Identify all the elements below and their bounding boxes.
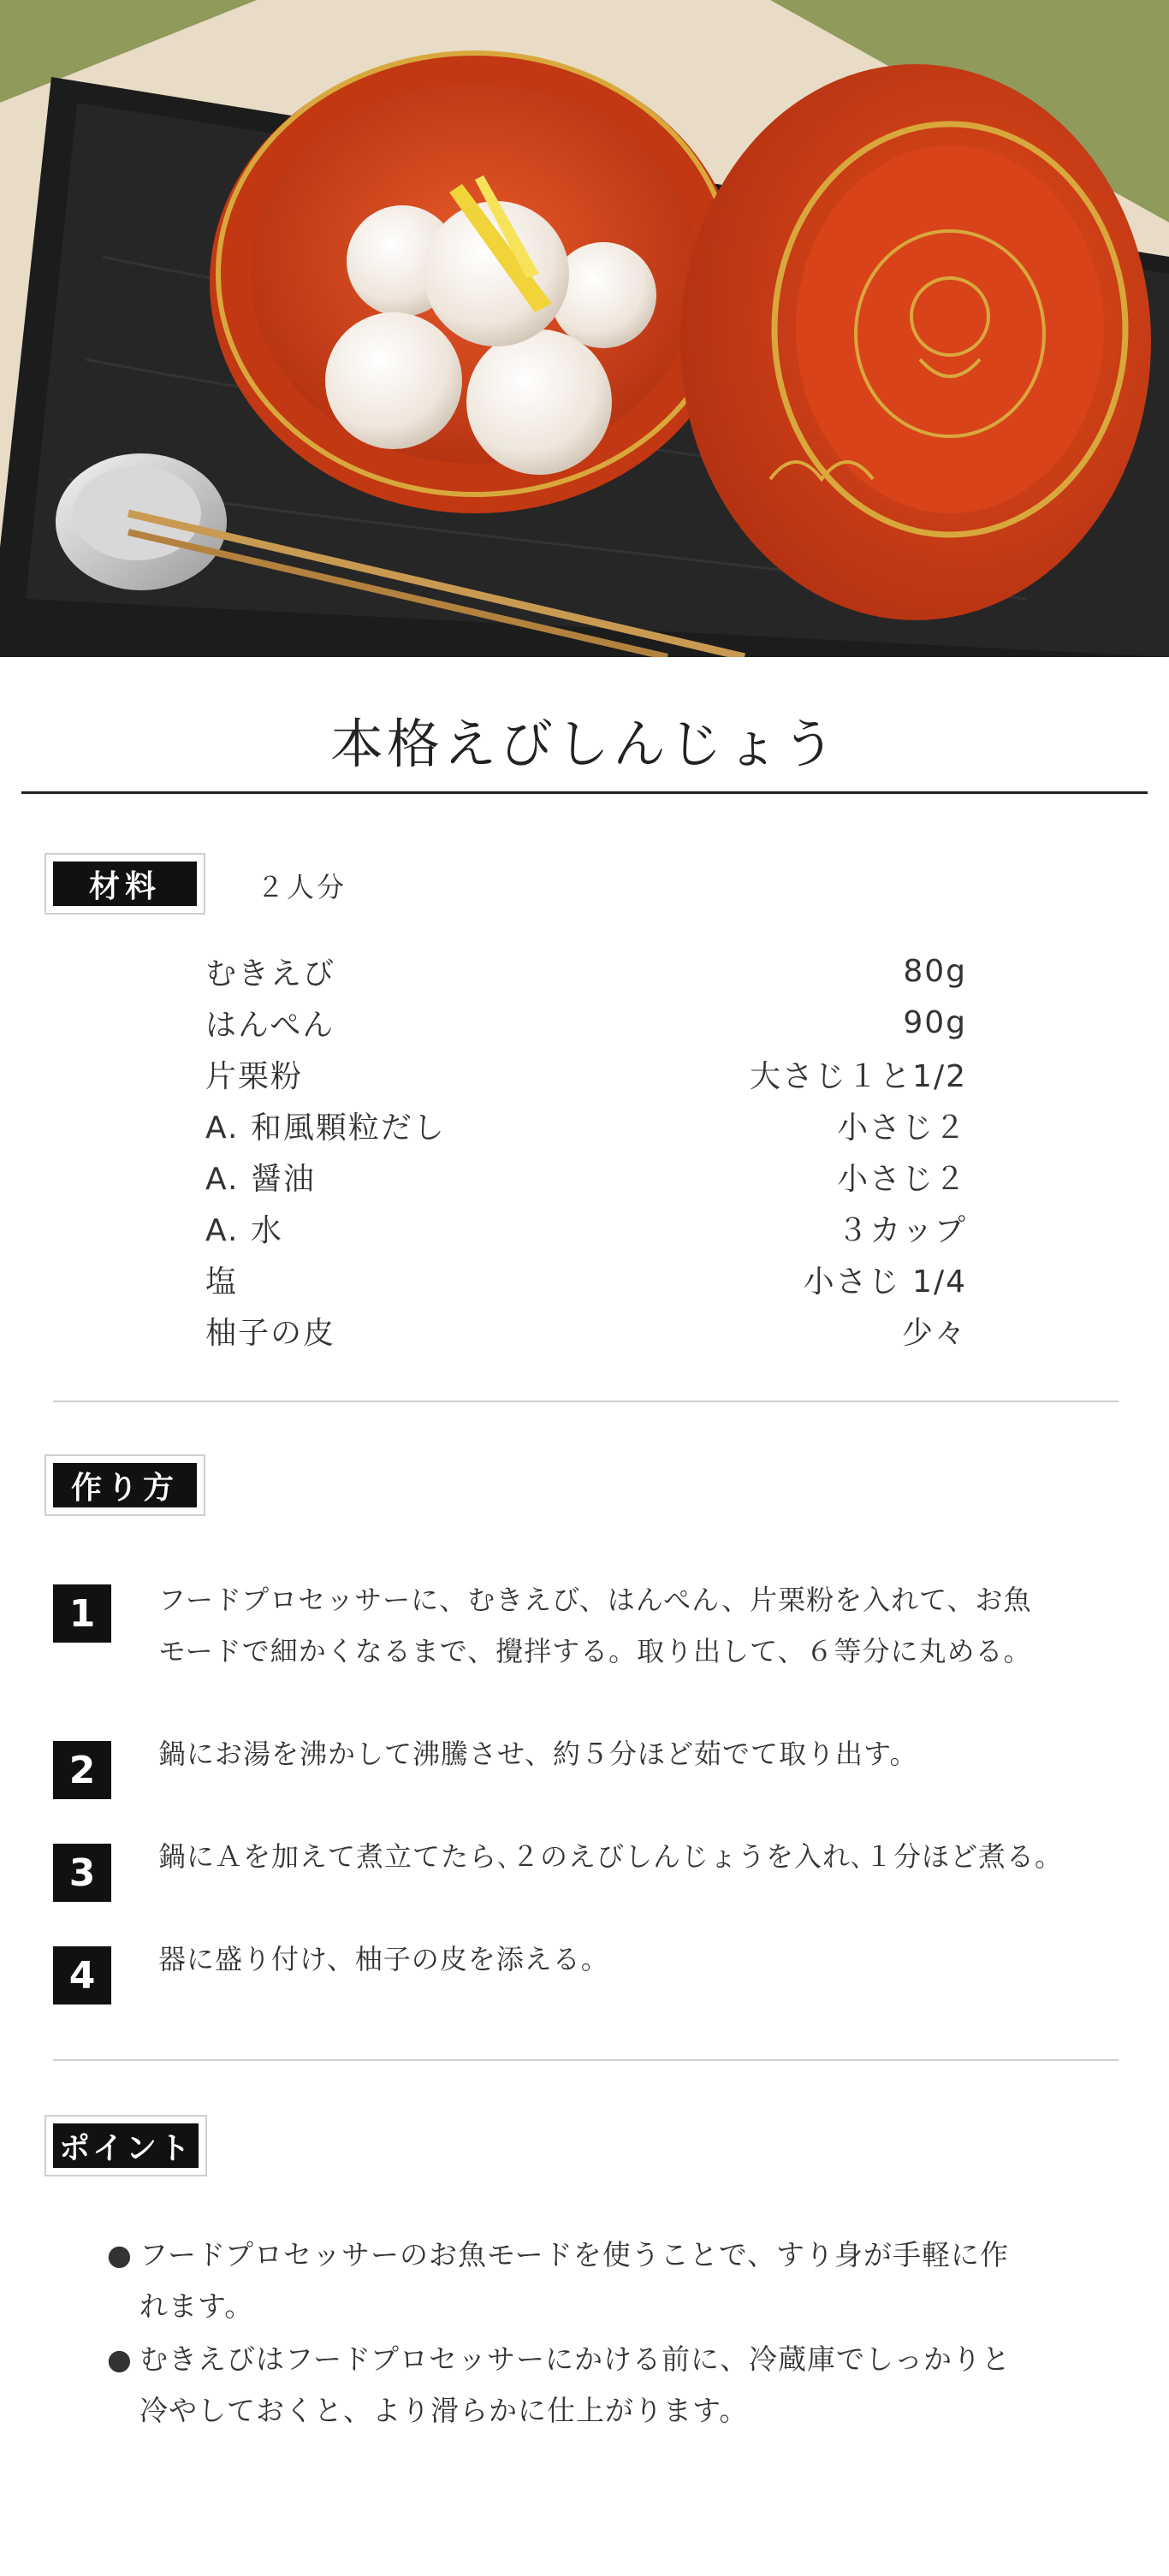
point-line: フードプロセッサーのお魚モードを使うことで、すり身が手軽に作: [139, 2238, 1010, 2271]
step-number: 2: [53, 1741, 111, 1799]
step-number: 4: [53, 1946, 111, 2005]
step-line: 鍋にお湯を沸かして沸騰させ、約５分ほど茹でて取り出す。: [158, 1738, 918, 1770]
step-line: モードで細かくなるまで、攪拌する。取り出して、６等分に丸める。: [158, 1635, 1032, 1667]
ingredient-name: 柚子の皮: [205, 1315, 336, 1351]
ingredient-amount: 小さじ２: [836, 1161, 967, 1197]
ingredient-row: [205, 998, 967, 1046]
point-line: むきえびはフードプロセッサーにかける前に、冷蔵庫でしっかりと: [139, 2342, 1012, 2376]
ingredient-row: [205, 1204, 967, 1252]
ingredient-row: [205, 1050, 967, 1098]
ingredient-row: [205, 1255, 967, 1303]
method-label-text: 作り方: [53, 1463, 197, 1507]
ingredient-amount: 少々: [901, 1315, 967, 1351]
title-divider: [21, 791, 1148, 794]
step-text: [158, 1574, 1134, 1677]
step-number: 1: [53, 1584, 111, 1643]
ingredient-amount: ３カップ: [837, 1212, 967, 1248]
ingredient-name: A. 水: [205, 1212, 283, 1248]
step-line: 器に盛り付け、柚子の皮を添える。: [158, 1943, 609, 1975]
ingredient-amount: 小さじ 1/4: [803, 1264, 967, 1300]
ingredient-amount: 80g: [903, 953, 967, 989]
ingredient-name: はんぺん: [205, 1007, 335, 1043]
section-divider: [53, 2059, 1119, 2061]
ingredient-row: [205, 1101, 967, 1149]
ingredient-row: [205, 947, 967, 995]
ingredients-label: [45, 853, 205, 915]
servings: ２人分: [257, 871, 347, 903]
ingredient-row: [205, 1152, 967, 1200]
point-line: れます。: [139, 2289, 254, 2323]
ingredient-name: 片栗粉: [205, 1058, 304, 1094]
hero-photo: [0, 0, 1169, 657]
ingredient-amount: 小さじ２: [836, 1110, 967, 1146]
ingredient-name: むきえび: [205, 956, 336, 992]
method-label: [45, 1454, 205, 1516]
bullet-icon: ●: [107, 2238, 133, 2271]
ingredients-label-text: 材料: [53, 862, 197, 906]
points-label: [45, 2115, 207, 2176]
step-text: [158, 1728, 1134, 1780]
bullet-icon: ●: [107, 2342, 133, 2376]
step-line: 鍋にＡを加えて煮立てたら､２のえびしんじょうを入れ､１分ほど煮る。: [158, 1840, 1064, 1873]
step-number: 3: [53, 1844, 111, 1902]
ingredient-name: 塩: [205, 1264, 239, 1300]
step-text: [158, 1933, 1134, 1985]
ingredient-name: A. 和風顆粒だし: [205, 1110, 446, 1146]
ingredient-amount: 大さじ１と1/2: [750, 1058, 967, 1094]
ingredient-amount: 90g: [903, 1004, 967, 1040]
points-label-text: ポイント: [53, 2123, 199, 2168]
point-item: [107, 2230, 1074, 2332]
hero-photo-illustration: [0, 0, 1169, 657]
step-line: フードプロセッサーに、むきえび、はんぺん、片栗粉を入れて、お魚: [158, 1584, 1032, 1616]
point-item: [107, 2334, 1074, 2437]
ingredient-row: [205, 1306, 967, 1354]
point-line: 冷やしておくと、より滑らかに仕上がります。: [139, 2394, 749, 2427]
step-text: [158, 1831, 1134, 1882]
ingredient-name: A. 醤油: [205, 1161, 316, 1197]
recipe-title: 本格えびしんじょう: [329, 713, 839, 775]
section-divider: [53, 1401, 1119, 1402]
